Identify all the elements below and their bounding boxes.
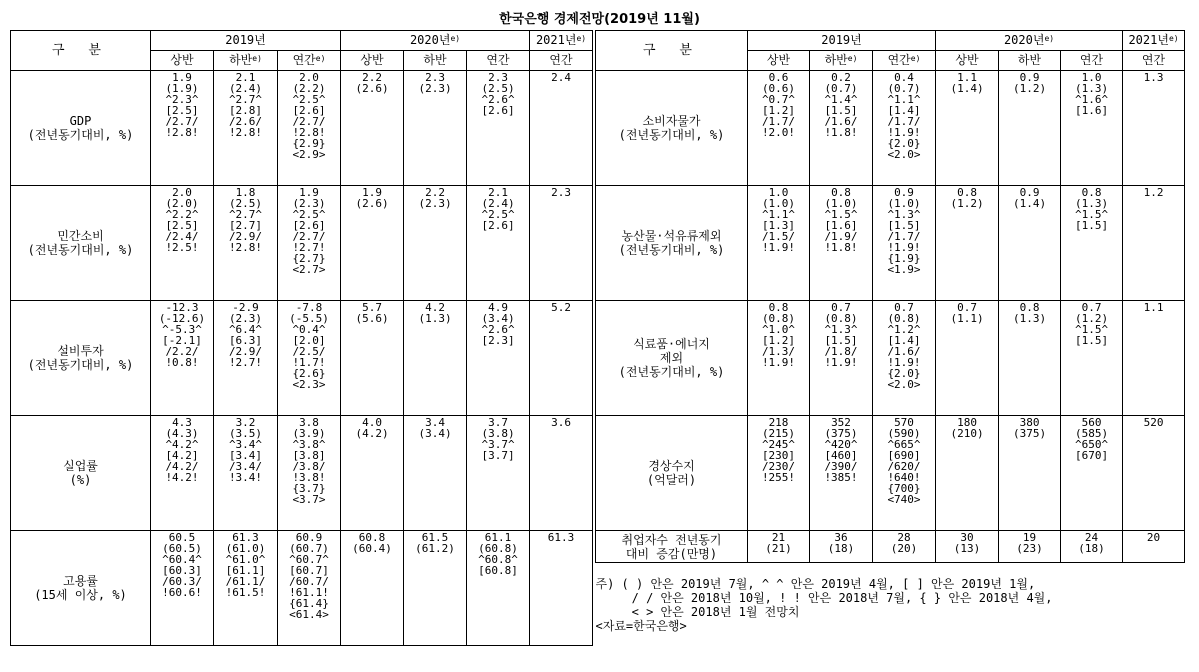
row-label-employment-rate: 고용률 (15세 이상, %) xyxy=(11,531,151,646)
table-row xyxy=(596,71,1185,186)
table-cell: 1.0 (1.3) ^1.6^ [1.6] xyxy=(1061,71,1123,186)
header-sangban: 상반 xyxy=(936,51,999,71)
header-year-2019: 2019년 xyxy=(151,31,341,51)
row-label-cpi: 소비자물가 (전년동기대비, %) xyxy=(596,71,748,186)
estimate-mark: e) xyxy=(576,34,587,43)
table-cell: 1.9 (2.3) ^2.5^ [2.6] /2.7/ !2.7! {2.7} <2.7> xyxy=(278,186,341,301)
estimate-mark: e) xyxy=(1168,34,1179,43)
table-cell: -7.8 (-5.5) ^0.4^ [2.0] /2.5/ !1.7! {2.6} <2.3> xyxy=(278,301,341,416)
estimate-mark: e) xyxy=(252,54,262,63)
table-cell: 3.6 xyxy=(530,416,593,531)
table-cell: 21 (21) xyxy=(748,531,810,563)
left-forecast-table xyxy=(10,30,593,646)
table-cell: 2.2 (2.6) xyxy=(341,71,404,186)
table-cell: 218 (215) ^245^ [230] /230/ !255! xyxy=(748,416,810,531)
row-label-core-ex-food-energy: 식료품·에너지 제외 (전년동기대비, %) xyxy=(596,301,748,416)
table-cell: -2.9 (2.3) ^6.4^ [6.3] /2.9/ !2.7! xyxy=(214,301,278,416)
table-cell: 1.1 (1.4) xyxy=(936,71,999,186)
table-row xyxy=(596,186,1185,301)
table-cell: 60.5 (60.5) ^60.4^ [60.3] /60.3/ !60.6! xyxy=(151,531,214,646)
header-yeongan: 연간 xyxy=(530,51,593,71)
table-cell: 2.1 (2.4) ^2.5^ [2.6] xyxy=(467,186,530,301)
table-cell: 0.7 (1.1) xyxy=(936,301,999,416)
table-cell: 0.8 (1.3) ^1.5^ [1.5] xyxy=(1061,186,1123,301)
table-cell: 4.2 (1.3) xyxy=(404,301,467,416)
header-sangban: 상반 xyxy=(151,51,214,71)
header-sangban: 상반 xyxy=(748,51,810,71)
header-gubun: 구 분 xyxy=(596,31,748,71)
estimate-mark: e) xyxy=(910,54,921,63)
estimate-mark: e) xyxy=(847,54,858,63)
table-cell: 4.3 (4.3) ^4.2^ [4.2] /4.2/ !4.2! xyxy=(151,416,214,531)
table-cell: 1.2 xyxy=(1123,186,1185,301)
table-cell: 0.9 (1.0) ^1.3^ [1.5] /1.7/ !1.9! {1.9} <1.9> xyxy=(873,186,936,301)
table-cell: 2.3 xyxy=(530,186,593,301)
header-gubun: 구 분 xyxy=(11,31,151,71)
estimate-mark: e) xyxy=(450,34,461,43)
table-cell: 0.8 (1.2) xyxy=(936,186,999,301)
table-cell: 1.3 xyxy=(1123,71,1185,186)
header-yeongan: 연간$^{e)}$ xyxy=(278,51,341,71)
header-year-2020: 2020년$^{e)}$ xyxy=(936,31,1123,51)
table-cell: 2.3 (2.3) xyxy=(404,71,467,186)
table-cell: 1.0 (1.0) ^1.1^ [1.3] /1.5/ !1.9! xyxy=(748,186,810,301)
row-label-gdp: GDP (전년동기대비, %) xyxy=(11,71,151,186)
table-cell: 20 xyxy=(1123,531,1185,563)
table-cell: 1.8 (2.5) ^2.7^ [2.7] /2.9/ !2.8! xyxy=(214,186,278,301)
table-cell: 0.4 (0.7) ^1.1^ [1.4] /1.7/ !1.9! {2.0} <2.0> xyxy=(873,71,936,186)
row-label-core-ex-agri-oil: 농산물·석유류제외 (전년동기대비, %) xyxy=(596,186,748,301)
right-forecast-table xyxy=(595,30,1185,645)
table-cell: 61.3 (61.0) ^61.0^ [61.1] /61.1/ !61.5! xyxy=(214,531,278,646)
table-cell: 0.8 (1.3) xyxy=(999,301,1061,416)
table-cell: 3.7 (3.8) ^3.7^ [3.7] xyxy=(467,416,530,531)
table-cell: 1.9 (1.9) ^2.3^ [2.5] /2.7/ !2.8! xyxy=(151,71,214,186)
row-label-employed-change: 취업자수 전년동기 대비 증감(만명) xyxy=(596,531,748,563)
table-cell: 24 (18) xyxy=(1061,531,1123,563)
table-cell: 4.0 (4.2) xyxy=(341,416,404,531)
header-yeongan: 연간$^{e)}$ xyxy=(873,51,936,71)
table-cell: 0.2 (0.7) ^1.4^ [1.5] /1.6/ !1.8! xyxy=(810,71,873,186)
table-cell: 19 (23) xyxy=(999,531,1061,563)
table-cell: 0.9 (1.2) xyxy=(999,71,1061,186)
table-cell: 60.8 (60.4) xyxy=(341,531,404,646)
table-row xyxy=(11,71,593,186)
table-cell: 4.9 (3.4) ^2.6^ [2.3] xyxy=(467,301,530,416)
table-cell: 2.2 (2.3) xyxy=(404,186,467,301)
table-cell: 61.1 (60.8) ^60.8^ [60.8] xyxy=(467,531,530,646)
header-year-2019: 2019년 xyxy=(748,31,936,51)
header-yeongan: 연간 xyxy=(1123,51,1185,71)
table-cell: 0.7 (0.8) ^1.3^ [1.5] /1.8/ !1.9! xyxy=(810,301,873,416)
source-credit: <자료=한국은행> xyxy=(595,619,687,633)
table-cell: 380 (375) xyxy=(999,416,1061,531)
table-cell: 3.4 (3.4) xyxy=(404,416,467,531)
header-yeongan: 연간 xyxy=(1061,51,1123,71)
header-haban: 하반$^{e)}$ xyxy=(214,51,278,71)
estimate-mark: e) xyxy=(315,54,326,63)
header-year-2021: 2021년$^{e)}$ xyxy=(530,31,593,51)
page-title: 한국은행 경제전망(2019년 11월) xyxy=(499,12,700,27)
table-cell: 0.7 (1.2) ^1.5^ [1.5] xyxy=(1061,301,1123,416)
table-cell: 61.3 xyxy=(530,531,593,646)
table-cell: 0.8 (0.8) ^1.0^ [1.2] /1.3/ !1.9! xyxy=(748,301,810,416)
table-cell: 0.6 (0.6) ^0.7^ [1.2] /1.7/ !2.0! xyxy=(748,71,810,186)
table-cell: 0.9 (1.4) xyxy=(999,186,1061,301)
table-cell: 2.3 (2.5) ^2.6^ [2.6] xyxy=(467,71,530,186)
header-haban: 하반 xyxy=(404,51,467,71)
row-label-facility-investment: 설비투자 (전년동기대비, %) xyxy=(11,301,151,416)
table-row xyxy=(596,531,1185,563)
table-cell: -12.3 (-12.6) ^-5.3^ [-2.1] /2.2/ !0.8! xyxy=(151,301,214,416)
table-cell: 352 (375) ^420^ [460] /390/ !385! xyxy=(810,416,873,531)
table-cell: 28 (20) xyxy=(873,531,936,563)
table-cell: 3.2 (3.5) ^3.4^ [3.4] /3.4/ !3.4! xyxy=(214,416,278,531)
footnote-text: 주) ( ) 안은 2019년 7월, ^ ^ 안은 2019년 4월, [ ] 안은 2019년 1월, / / 안은 2018년 10월, ! ! 안은 2018년 7월, { } 안은 2018년 4월, < > 안은 2018년 1월 전망치 xyxy=(595,577,1053,619)
table-row xyxy=(11,186,593,301)
table-cell: 520 xyxy=(1123,416,1185,531)
table-cell: 36 (18) xyxy=(810,531,873,563)
header-year-2021: 2021년$^{e)}$ xyxy=(1123,31,1185,51)
table-cell: 3.8 (3.9) ^3.8^ [3.8] /3.8/ !3.8! {3.7} <3.7> xyxy=(278,416,341,531)
header-yeongan: 연간 xyxy=(467,51,530,71)
table-cell: 5.2 xyxy=(530,301,593,416)
row-label-unemployment: 실업률 (%) xyxy=(11,416,151,531)
table-cell: 2.4 xyxy=(530,71,593,186)
table-cell: 0.8 (1.0) ^1.5^ [1.6] /1.9/ !1.8! xyxy=(810,186,873,301)
table-cell: 2.1 (2.4) ^2.7^ [2.8] /2.6/ !2.8! xyxy=(214,71,278,186)
table-cell: 2.0 (2.2) ^2.5^ [2.6] /2.7/ !2.8! {2.9} <2.9> xyxy=(278,71,341,186)
table-cell: 1.9 (2.6) xyxy=(341,186,404,301)
table-cell: 61.5 (61.2) xyxy=(404,531,467,646)
header-sangban: 상반 xyxy=(341,51,404,71)
table-cell: 2.0 (2.0) ^2.2^ [2.5] /2.4/ !2.5! xyxy=(151,186,214,301)
table-row xyxy=(11,531,593,646)
table-row xyxy=(596,301,1185,416)
table-cell: 1.1 xyxy=(1123,301,1185,416)
header-haban: 하반$^{e)}$ xyxy=(810,51,873,71)
table-row xyxy=(11,301,593,416)
table-cell: 60.9 (60.7) ^60.7^ [60.7] /60.7/ !61.1! {61.4} <61.4> xyxy=(278,531,341,646)
estimate-mark: e) xyxy=(1044,34,1055,43)
table-cell: 180 (210) xyxy=(936,416,999,531)
table-cell: 0.7 (0.8) ^1.2^ [1.4] /1.6/ !1.9! {2.0} <2.0> xyxy=(873,301,936,416)
footnote xyxy=(596,563,1185,645)
table-row xyxy=(11,416,593,531)
table-cell: 570 (590) ^665^ [690] /620/ !640! {700} <740> xyxy=(873,416,936,531)
row-label-private-consumption: 민간소비 (전년동기대비, %) xyxy=(11,186,151,301)
table-cell: 30 (13) xyxy=(936,531,999,563)
table-cell: 5.7 (5.6) xyxy=(341,301,404,416)
table-cell: 560 (585) ^650^ [670] xyxy=(1061,416,1123,531)
header-year-2020: 2020년$^{e)}$ xyxy=(341,31,530,51)
table-row xyxy=(596,416,1185,531)
row-label-current-account: 경상수지 (억달러) xyxy=(596,416,748,531)
header-haban: 하반 xyxy=(999,51,1061,71)
